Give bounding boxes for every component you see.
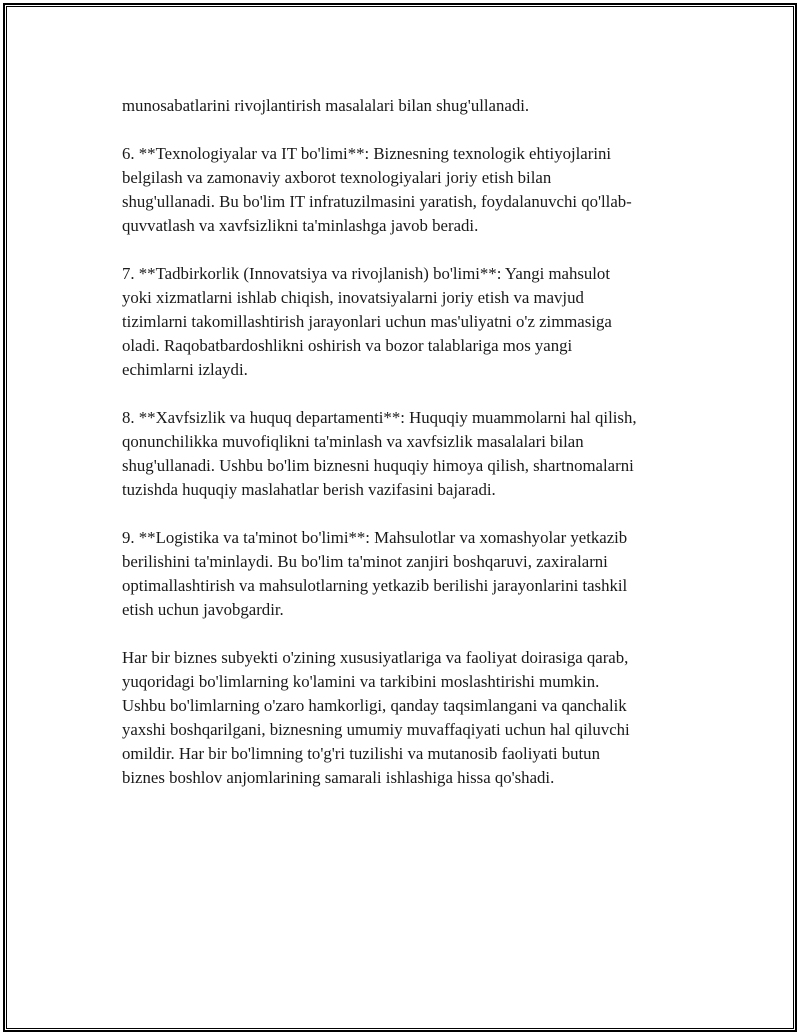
text-line: munosabatlarini rivojlantirish masalalari bilan shug'ullanadi. <box>122 96 530 115</box>
text-line: echimlarni izlaydi. <box>122 360 248 379</box>
text-line: 8. **Xavfsizlik va huquq departamenti**: Huquqiy muammolarni hal qilish, <box>122 408 637 427</box>
paragraph-item-9 <box>122 526 700 622</box>
text-line: yoki xizmatlarni ishlab chiqish, inovatsiyalarni joriy etish va mavjud <box>122 288 584 307</box>
page-border <box>3 3 797 1032</box>
text-line: Har bir biznes subyekti o'zining xususiyatlariga va faoliyat doirasiga qarab, <box>122 648 629 667</box>
text-line: belgilash va zamonaviy axborot texnologiyalari joriy etish bilan <box>122 168 552 187</box>
paragraph-item-7 <box>122 262 700 382</box>
document-body <box>122 94 700 814</box>
paragraph-continuation <box>122 94 700 118</box>
text-line: Ushbu bo'limlarning o'zaro hamkorligi, qanday taqsimlangani va qanchalik <box>122 696 627 715</box>
text-line: quvvatlash va xavfsizlikni ta'minlashga javob beradi. <box>122 216 479 235</box>
text-line: berilishini ta'minlaydi. Bu bo'lim ta'minot zanjiri boshqaruvi, zaxiralarni <box>122 552 608 571</box>
paragraph-item-6 <box>122 142 700 238</box>
text-line: tizimlarni takomillashtirish jarayonlari uchun mas'uliyatni o'z zimmasiga <box>122 312 612 331</box>
text-line: 7. **Tadbirkorlik (Innovatsiya va rivojlanish) bo'limi**: Yangi mahsulot <box>122 264 610 283</box>
text-line: oladi. Raqobatbardoshlikni oshirish va bozor talablariga mos yangi <box>122 336 573 355</box>
text-line: qonunchilikka muvofiqlikni ta'minlash va xavfsizlik masalalari bilan <box>122 432 584 451</box>
paragraph-item-8 <box>122 406 700 502</box>
text-line: yuqoridagi bo'limlarning ko'lamini va tarkibini moslashtirishi mumkin. <box>122 672 600 691</box>
text-line: omildir. Har bir bo'limning to'g'ri tuzilishi va mutanosib faoliyati butun <box>122 744 600 763</box>
text-line: tuzishda huquqiy maslahatlar berish vazifasini bajaradi. <box>122 480 496 499</box>
text-line: etish uchun javobgardir. <box>122 600 284 619</box>
text-line: yaxshi boshqarilgani, biznesning umumiy muvaffaqiyati uchun hal qiluvchi <box>122 720 630 739</box>
text-line: 9. **Logistika va ta'minot bo'limi**: Mahsulotlar va xomashyolar yetkazib <box>122 528 628 547</box>
text-line: optimallashtirish va mahsulotlarning yetkazib berilishi jarayonlarini tashkil <box>122 576 628 595</box>
text-line: shug'ullanadi. Ushbu bo'lim biznesni huquqiy himoya qilish, shartnomalarni <box>122 456 634 475</box>
text-line: biznes boshlov anjomlarining samarali ishlashiga hissa qo'shadi. <box>122 768 555 787</box>
text-line: shug'ullanadi. Bu bo'lim IT infratuzilmasini yaratish, foydalanuvchi qo'llab- <box>122 192 632 211</box>
paragraph-conclusion <box>122 646 700 790</box>
text-line: 6. **Texnologiyalar va IT bo'limi**: Biznesning texnologik ehtiyojlarini <box>122 144 612 163</box>
